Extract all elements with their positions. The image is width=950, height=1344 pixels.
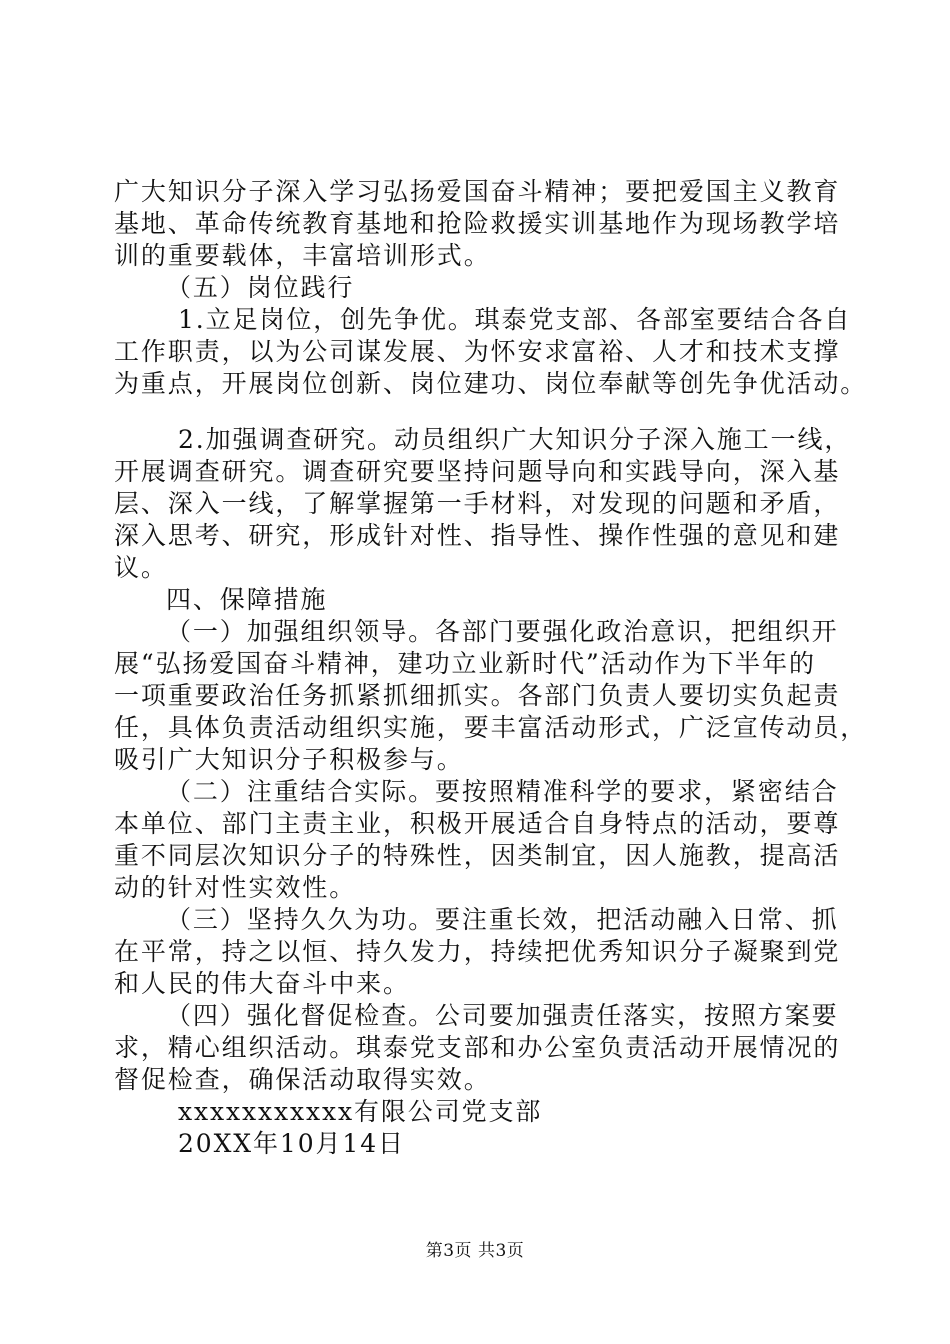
body-text-line: 2.加强调查研究。动员组织广大知识分子深入施工一线， (178, 425, 852, 454)
body-text-line: 为重点，开展岗位创新、岗位建功、岗位奉献等创先争优活动。 (114, 369, 868, 398)
body-text-line: 重不同层次知识分子的特殊性，因类制宜，因人施教，提高活 (114, 841, 841, 870)
body-text-line: 在平常，持之以恒、持久发力，持续把优秀知识分子凝聚到党 (114, 937, 841, 966)
body-text-line: 开展调查研究。调查研究要坚持问题导向和实践导向，深入基 (114, 457, 841, 486)
body-text-line: 议。 (114, 553, 168, 582)
body-text-line: 训的重要载体，丰富培训形式。 (114, 241, 491, 270)
signature-organization: xxxxxxxxxxx有限公司党支部 (178, 1097, 543, 1126)
body-text-line: 任，具体负责活动组织实施，要丰富活动形式，广泛宣传动员， (114, 713, 868, 742)
body-text-line: （一）加强组织领导。各部门要强化政治意识，把组织开 (166, 617, 839, 646)
body-text-line: 基地、革命传统教育基地和抢险救援实训基地作为现场教学培 (114, 209, 841, 238)
body-text-line: 层、深入一线，了解掌握第一手材料，对发现的问题和矛盾， (114, 489, 841, 518)
section-heading: （五）岗位践行 (166, 273, 355, 302)
body-text-line: 和人民的伟大奋斗中来。 (114, 969, 410, 998)
body-text-line: 工作职责，以为公司谋发展、为怀安求富裕、人才和技术支撑 (114, 337, 841, 366)
body-text-line: 动的针对性实效性。 (114, 873, 357, 902)
body-text-line: 展“弘扬爱国奋斗精神，建功立业新时代”活动作为下半年的 (114, 649, 816, 678)
body-text-line: （三）坚持久久为功。要注重长效，把活动融入日常、抓 (166, 905, 839, 934)
body-text-line: 求，精心组织活动。琪泰党支部和办公室负责活动开展情况的 (114, 1033, 841, 1062)
section-heading: 四、保障措施 (166, 585, 328, 614)
page-number-footer: 第3页 共3页 (425, 1241, 525, 1261)
body-text-line: 督促检查，确保活动取得实效。 (114, 1065, 491, 1094)
body-text-line: 1.立足岗位，创先争优。琪泰党支部、各部室要结合各自 (178, 305, 852, 334)
body-text-line: 本单位、部门主责主业，积极开展适合自身特点的活动，要尊 (114, 809, 841, 838)
body-text-line: 吸引广大知识分子积极参与。 (114, 745, 464, 774)
body-text-line: 深入思考、研究，形成针对性、指导性、操作性强的意见和建 (114, 521, 841, 550)
signature-date: 20XX年10月14日 (178, 1129, 405, 1158)
body-text-line: （四）强化督促检查。公司要加强责任落实，按照方案要 (166, 1001, 839, 1030)
body-text-line: （二）注重结合实际。要按照精准科学的要求，紧密结合 (166, 777, 839, 806)
body-text-line: 广大知识分子深入学习弘扬爱国奋斗精神；要把爱国主义教育 (114, 177, 841, 206)
body-text-line: 一项重要政治任务抓紧抓细抓实。各部门负责人要切实负起责 (114, 681, 841, 710)
